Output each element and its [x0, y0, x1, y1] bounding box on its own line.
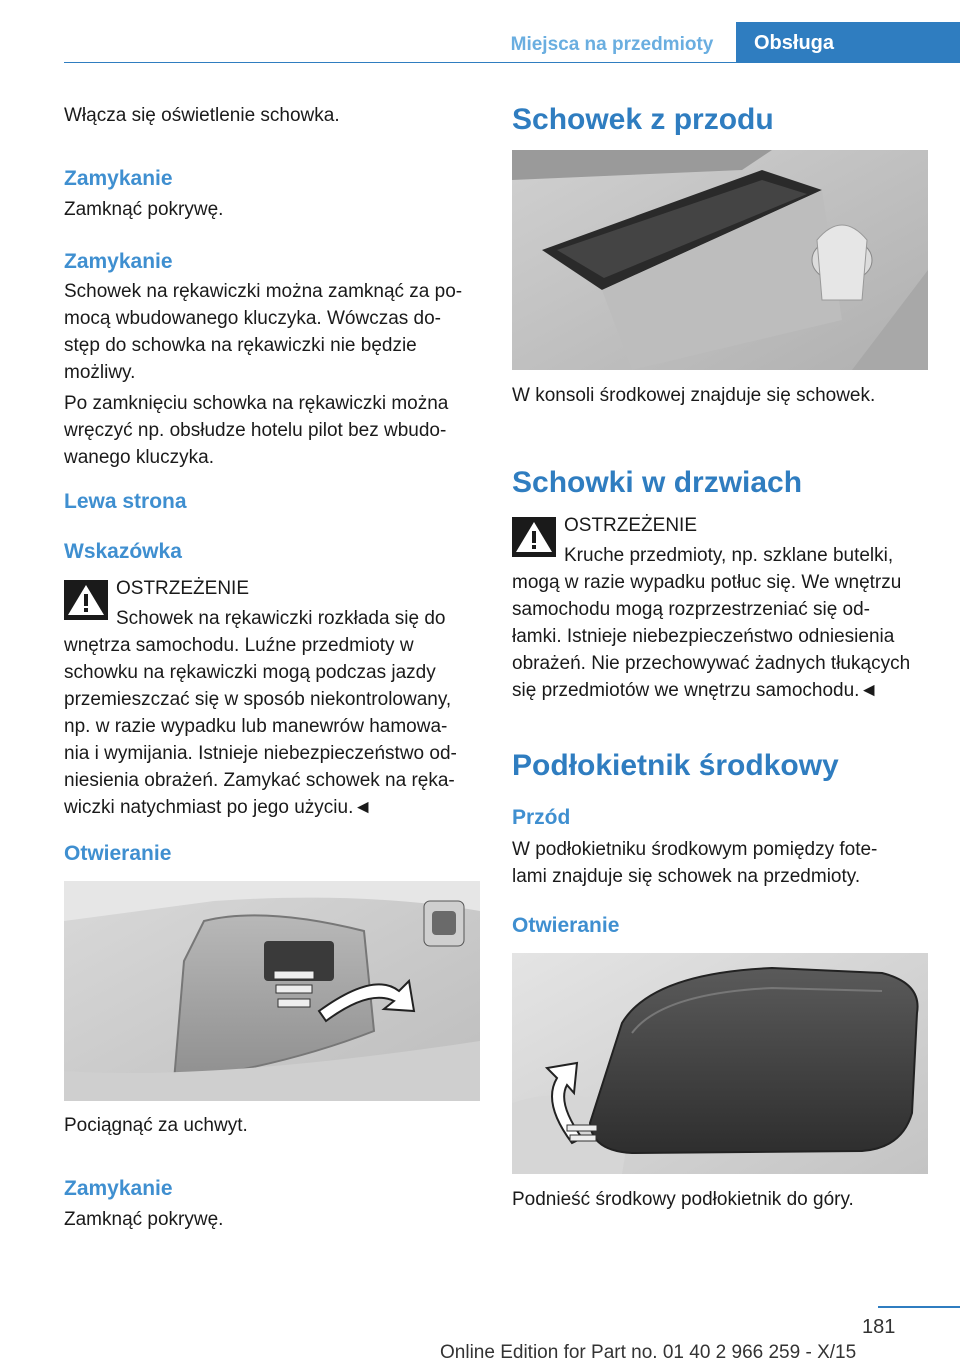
- paragraph-close-lid-1: Zamknąć pokrywę.: [64, 199, 224, 220]
- paragraph-after-line-3: wanego kluczyka.: [64, 447, 214, 468]
- paragraph-armrest-line-1: W podłokietniku środkowym pomiędzy fote-: [512, 839, 878, 860]
- heading-note: Wskazówka: [64, 540, 182, 563]
- warning-left-line-7: niesienia obrażeń. Zamykać schowek na ręka-: [64, 770, 455, 791]
- page-number: 181: [862, 1316, 896, 1338]
- warning-right-line-3: samochodu mogą rozprzestrzeniać się od-: [512, 599, 871, 620]
- warning-left-line-6: nia i wymijania. Istnieje niebezpieczeństwo od-: [64, 743, 457, 764]
- warning-triangle-icon-right: [512, 517, 556, 557]
- heading-door-storage: Schowki w drzwiach: [512, 466, 803, 499]
- heading-closing-1: Zamykanie: [64, 167, 173, 190]
- heading-closing-3: Zamykanie: [64, 1177, 173, 1200]
- paragraph-lock-line-2: mocą wbudowanego kluczyka. Wówczas do-: [64, 308, 442, 329]
- warning-right-line-6: się przedmiotów we wnętrzu samochodu.◄: [512, 680, 879, 701]
- paragraph-lock-line-4: możliwy.: [64, 362, 136, 383]
- paragraph-armrest-line-2: lami znajduje się schowek na przedmioty.: [512, 866, 861, 887]
- caption-center-console: W konsoli środkowej znajduje się schowek.: [512, 385, 876, 406]
- edition-note: Online Edition for Part no. 01 40 2 966 259 - X/15: [440, 1342, 857, 1363]
- heading-front: Przód: [512, 806, 571, 829]
- paragraph-lock-line-1: Schowek na rękawiczki można zamknąć za po-: [64, 281, 463, 302]
- heading-center-armrest: Podłokietnik środkowy: [512, 749, 839, 782]
- header-chapter-tab[interactable]: Obsługa: [736, 22, 960, 63]
- footer-rule: [878, 1306, 960, 1308]
- warning-left-line-8: wiczki natychmiast po jego użyciu.◄: [64, 797, 373, 818]
- heading-opening-right: Otwieranie: [512, 914, 620, 937]
- warning-right-line-5: obrażeń. Nie przechowywać żadnych tłukących: [512, 653, 911, 674]
- warning-left-line-3: schowku na rękawiczki mogą podczas jazdy: [64, 662, 436, 683]
- heading-opening-left: Otwieranie: [64, 842, 172, 865]
- caption-pull-handle: Pociągnąć za uchwyt.: [64, 1115, 248, 1136]
- warning-left-line-5: np. w razie wypadku lub manewrów hamowa-: [64, 716, 448, 737]
- header-section-title: Miejsca na przedmioty: [510, 34, 714, 55]
- warning-title-right: OSTRZEŻENIE: [564, 515, 698, 536]
- center-console-photo: [512, 150, 928, 370]
- header-rule: [64, 62, 960, 63]
- warning-left-line-1: Schowek na rękawiczki rozkłada się do: [116, 608, 446, 629]
- paragraph-light: Włącza się oświetlenie schowka.: [64, 105, 340, 126]
- heading-left-side: Lewa strona: [64, 490, 187, 513]
- paragraph-after-line-2: wręczyć np. obsłudze hotelu pilot bez wbudo-: [64, 420, 447, 441]
- warning-right-line-1: Kruche przedmioty, np. szklane butelki,: [564, 545, 894, 566]
- warning-triangle-icon: [64, 580, 108, 620]
- paragraph-after-line-1: Po zamknięciu schowka na rękawiczki można: [64, 393, 449, 414]
- warning-right-line-4: łamki. Istnieje niebezpieczeństwo odniesienia: [512, 626, 895, 647]
- warning-left-line-2: wnętrza samochodu. Luźne przedmioty w: [64, 635, 414, 656]
- warning-left-line-4: przemieszczać się w sposób niekontrolowany,: [64, 689, 452, 710]
- caption-lift-armrest: Podnieść środkowy podłokietnik do góry.: [512, 1189, 854, 1210]
- heading-closing-2: Zamykanie: [64, 250, 173, 273]
- heading-front-storage: Schowek z przodu: [512, 103, 774, 136]
- armrest-photo: [512, 953, 928, 1174]
- paragraph-lock-line-3: stęp do schowka na rękawiczki nie będzie: [64, 335, 417, 356]
- paragraph-close-lid-3: Zamknąć pokrywę.: [64, 1209, 224, 1230]
- warning-right-line-2: mogą w razie wypadku potłuc się. We wnętrzu: [512, 572, 902, 593]
- warning-title-left: OSTRZEŻENIE: [116, 578, 250, 599]
- glovebox-photo: [64, 881, 480, 1101]
